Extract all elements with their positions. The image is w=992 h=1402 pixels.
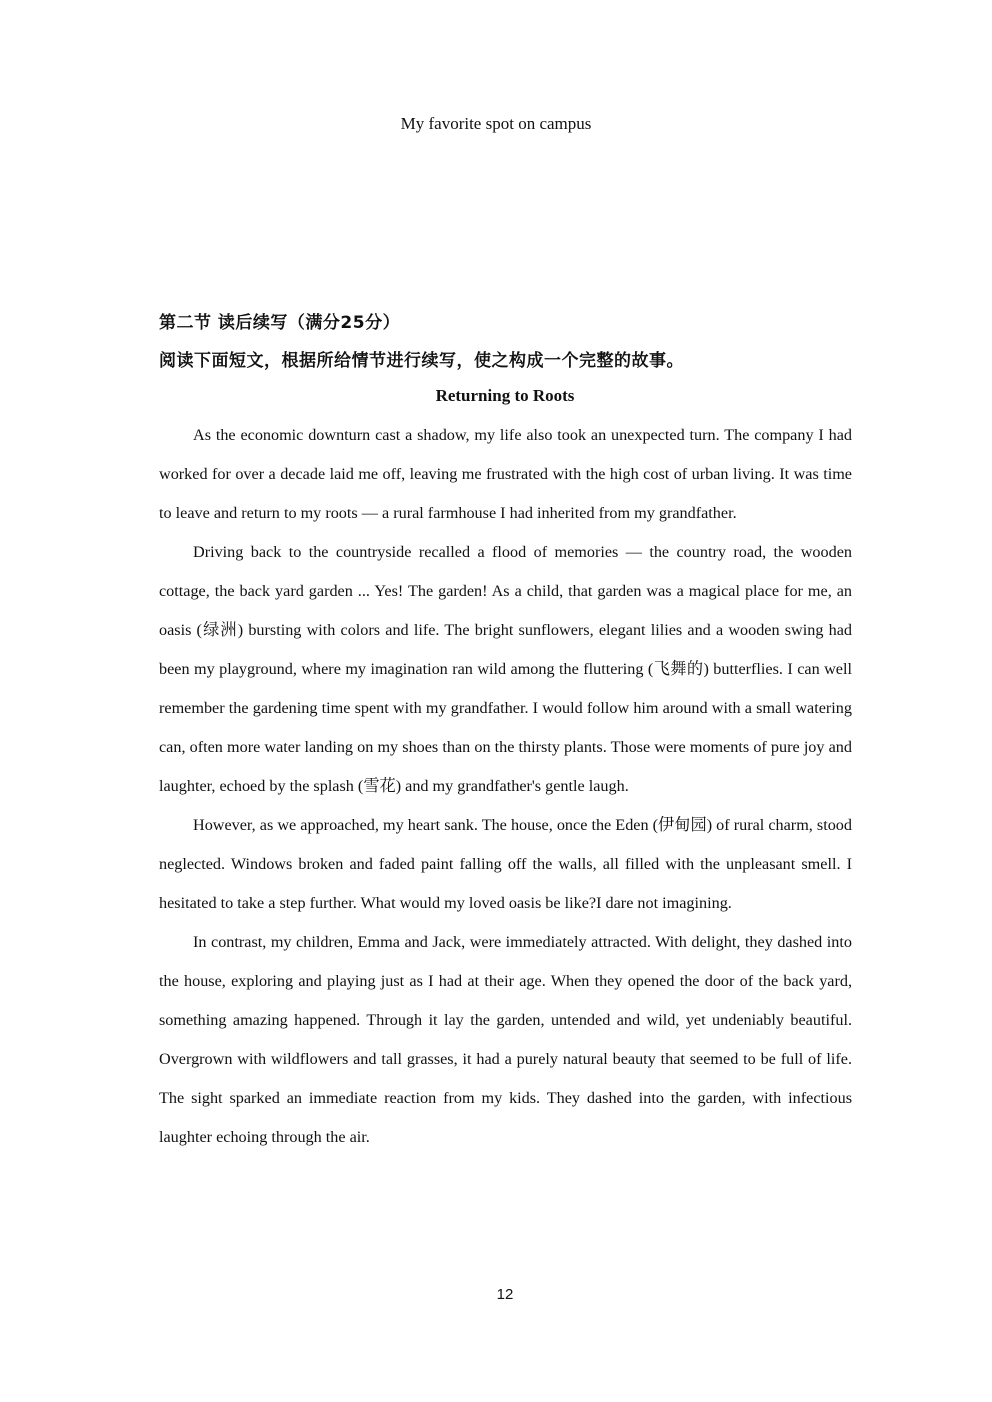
section-heading: 第二节 读后续写（满分25分） bbox=[159, 313, 401, 333]
story-paragraph-3: However, as we approached, my heart sank. The house, once the Eden (伊甸园) of rural charm, stood neglected. Windows broken and faded paint falling off the walls, all filled with the unpleasant smell. I hesitated to take a step further. What would my loved oasis be like?I dare not imagining. bbox=[159, 816, 852, 912]
essay-prompt-title: My favorite spot on campus bbox=[400, 114, 592, 133]
story-body bbox=[159, 416, 852, 1157]
story-paragraph-2: Driving back to the countryside recalled a flood of memories — the country road, the wooden cottage, the back yard garden ... Yes! The garden! As a child, that garden was a magical place for me, an oasis (绿洲) bursting with colors and life. The bright sunflowers, elegant lilies and a wooden swing had been my playground, where my imagination ran wild among the fluttering (飞舞的) butterflies. I can well remember the gardening time spent with my grandfather. I would follow him around with a small watering can, often more water landing on my shoes than on the thirsty plants. Those were moments of pure joy and laughter, echoed by the splash (雪花) and my grandfather's gentle laugh. bbox=[159, 543, 852, 795]
story-paragraph-1: As the economic downturn cast a shadow, my life also took an unexpected turn. The company I had worked for over a decade laid me off, leaving me frustrated with the high cost of urban living. It was time to leave and return to my roots — a rural farmhouse I had inherited from my grandfather. bbox=[159, 426, 852, 522]
section-instruction: 阅读下面短文，根据所给情节进行续写，使之构成一个完整的故事。 bbox=[159, 351, 684, 371]
page-number: 12 bbox=[496, 1286, 514, 1303]
story-paragraph-4: In contrast, my children, Emma and Jack, were immediately attracted. With delight, they dashed into the house, exploring and playing just as I had at their age. When they opened the door of the back yard, something amazing happened. Through it lay the garden, untended and wild, yet undeniably beautiful. Overgrown with wildflowers and tall grasses, it had a purely natural beauty that seemed to be full of life. The sight sparked an immediate reaction from my kids. They dashed into the garden, with infectious laughter echoing through the air. bbox=[159, 933, 852, 1146]
story-title: Returning to Roots bbox=[435, 386, 575, 405]
